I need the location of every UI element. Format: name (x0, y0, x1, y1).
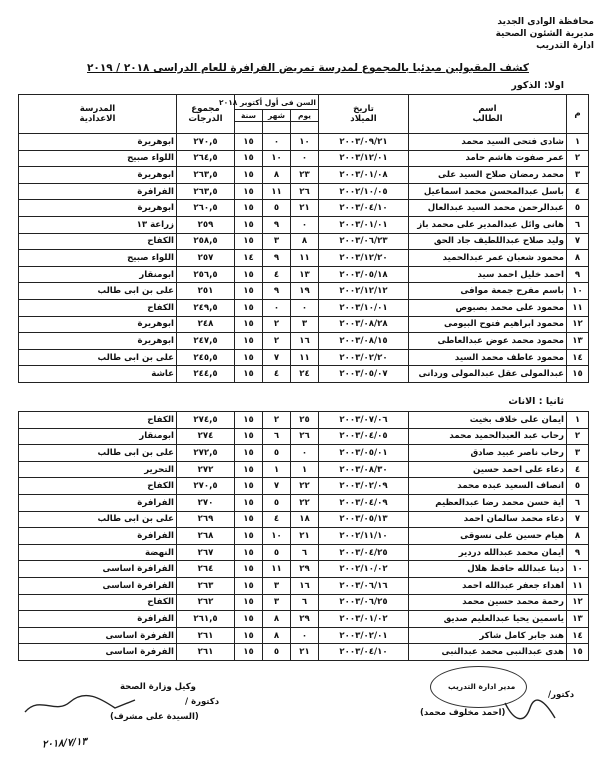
governorate-line: محافظة الوادى الجديد (497, 17, 594, 27)
birth-date: ٢٠٠٣/٠١/٠١ (319, 216, 409, 233)
table-row (19, 299, 589, 316)
age-days: ١٣ (291, 266, 319, 283)
student-name: عمر صفوت هاشم حامد (409, 150, 567, 167)
table-row (19, 283, 589, 300)
student-name: محمود عاطف محمد السيد (409, 349, 567, 366)
age-days: ٠ (291, 150, 319, 167)
age-days: ٢٥ (291, 412, 319, 429)
prep-school: الفرافرة (19, 611, 177, 628)
student-name: وليد صلاح عبداللطيف جاد الحق (409, 233, 567, 250)
row-number: ١ (567, 412, 589, 429)
total-score: ٢٦١ (177, 627, 235, 644)
birth-date: ٢٠٠٣/٠٦/١٦ (319, 577, 409, 594)
row-number: ١٤ (567, 349, 589, 366)
age-years: ١٥ (235, 544, 263, 561)
row-number: ٣ (567, 445, 589, 462)
birth-date: ٢٠٠٣/١٢/٢٠ (319, 250, 409, 267)
age-years: ١٥ (235, 445, 263, 462)
prep-school: ابوهريرة (19, 333, 177, 350)
prep-school: ابوهريرة (19, 167, 177, 184)
student-name: باسل عبدالمحسن محمد اسماعيل (409, 183, 567, 200)
prep-school: الفرفرة اساسى (19, 644, 177, 661)
student-name: ياسمين يحيا عبدالعليم صديق (409, 611, 567, 628)
left-signature-title: وكيل وزارة الصحة (120, 682, 196, 692)
student-name: ايمان محمد عبدالله دردير (409, 544, 567, 561)
age-days: ٢١ (291, 528, 319, 545)
age-months: ٣ (263, 594, 291, 611)
age-months: ١١ (263, 561, 291, 578)
prep-school: الكفاح (19, 299, 177, 316)
birth-date: ٢٠٠٣/٠٥/٠١ (319, 445, 409, 462)
age-months: ٥ (263, 200, 291, 217)
student-name: رحاب ناصر عبيد صادق (409, 445, 567, 462)
table-row (19, 233, 589, 250)
birth-date: ٢٠٠٣/١٠/٠١ (319, 299, 409, 316)
age-months: ٩ (263, 250, 291, 267)
prep-school: ابومنقار (19, 428, 177, 445)
age-years: ١٥ (235, 216, 263, 233)
birth-date: ٢٠٠٣/٠٤/١٠ (319, 644, 409, 661)
age-years: ١٥ (235, 200, 263, 217)
prep-school: الكفاح (19, 412, 177, 429)
table-row (19, 644, 589, 661)
total-score: ٢٧٢,٥ (177, 445, 235, 462)
total-score: ٢٦١,٥ (177, 611, 235, 628)
student-name: رحاب عبد العبدالحميد محمد (409, 428, 567, 445)
birth-date: ٢٠٠٣/٠٧/٠٦ (319, 412, 409, 429)
age-days: ٢١ (291, 644, 319, 661)
table-row (19, 627, 589, 644)
total-score: ٢٥٦,٥ (177, 266, 235, 283)
student-name: دعاء محمد سالمان احمد (409, 511, 567, 528)
section-females-label: ثانيا : الاناث (508, 396, 564, 407)
age-years: ١٥ (235, 333, 263, 350)
age-days: ٠ (291, 627, 319, 644)
student-name: عبدالمولى عقل عبدالمولى وردانى (409, 366, 567, 383)
age-months: ٥ (263, 644, 291, 661)
age-years: ١٥ (235, 511, 263, 528)
age-months: ٨ (263, 167, 291, 184)
student-name: محمود شعبان عمر عبدالحميد (409, 250, 567, 267)
row-number: ١٣ (567, 611, 589, 628)
age-months: ٧ (263, 478, 291, 495)
row-number: ٤ (567, 461, 589, 478)
section-males-label: اولا: الذكور (511, 80, 564, 91)
prep-school: النهضة (19, 544, 177, 561)
birth-date: ٢٠٠٣/٠٤/٠٥ (319, 428, 409, 445)
prep-school: على بن ابى طالب (19, 349, 177, 366)
birth-date: ٢٠٠٣/١٢/٠١ (319, 150, 409, 167)
row-number: ٣ (567, 167, 589, 184)
total-score: ٢٤٧,٥ (177, 333, 235, 350)
total-score: ٢٧٠,٥ (177, 478, 235, 495)
total-score: ٢٦٤ (177, 561, 235, 578)
row-number: ١ (567, 134, 589, 151)
age-months: ٥ (263, 494, 291, 511)
age-years: ١٥ (235, 150, 263, 167)
student-name: محمد رمضان صلاح السيد على (409, 167, 567, 184)
birth-date: ٢٠٠٣/٠١/٠٨ (319, 167, 409, 184)
age-days: ٠ (291, 216, 319, 233)
age-years: ١٥ (235, 316, 263, 333)
total-score: ٢٥٧ (177, 250, 235, 267)
table-row (19, 316, 589, 333)
row-number: ١٥ (567, 366, 589, 383)
age-months: ٠ (263, 299, 291, 316)
row-number: ٩ (567, 266, 589, 283)
left-signature-name: (السيدة على مشرف) (110, 712, 199, 722)
age-years: ١٥ (235, 627, 263, 644)
student-name: دعاء على احمد حسين (409, 461, 567, 478)
birth-date: ٢٠٠٣/٠٨/١٥ (319, 333, 409, 350)
row-number: ٤ (567, 183, 589, 200)
age-years: ١٥ (235, 283, 263, 300)
prep-school: ابوهريرة (19, 200, 177, 217)
birth-date: ٢٠٠٣/٠٨/٢٨ (319, 316, 409, 333)
student-name: دينا عبدالله حافظ هلال (409, 561, 567, 578)
males-table (18, 94, 589, 383)
birth-date: ٢٠٠٢/١٠/٠٢ (319, 561, 409, 578)
age-days: ٣ (291, 316, 319, 333)
prep-school: الكفاح (19, 594, 177, 611)
total-score: ٢٤٨ (177, 316, 235, 333)
age-months: ٥ (263, 544, 291, 561)
table-row (19, 561, 589, 578)
header-block (496, 16, 594, 52)
total-score: ٢٦٧ (177, 544, 235, 561)
table-row (19, 200, 589, 217)
row-number: ١٢ (567, 594, 589, 611)
age-years: ١٥ (235, 594, 263, 611)
age-years: ١٥ (235, 428, 263, 445)
age-years: ١٥ (235, 478, 263, 495)
row-number: ١٢ (567, 316, 589, 333)
age-months: ٤ (263, 366, 291, 383)
birth-date: ٢٠٠٣/٠٥/١٨ (319, 266, 409, 283)
birth-date: ٢٠٠٣/٠٢/٢٠ (319, 349, 409, 366)
table-row (19, 349, 589, 366)
table-row (19, 183, 589, 200)
student-name: محمود على محمد بصبوص (409, 299, 567, 316)
prep-school: على بن ابى طالب (19, 511, 177, 528)
birth-date: ٢٠٠٣/٠٩/٢١ (319, 134, 409, 151)
col-header-number: م (567, 95, 589, 134)
age-days: ٢٩ (291, 611, 319, 628)
age-months: ٦ (263, 428, 291, 445)
age-years: ١٤ (235, 250, 263, 267)
table-row (19, 167, 589, 184)
total-score: ٢٦٤,٥ (177, 150, 235, 167)
col-header-school: المدرسة الاعدادية (19, 95, 177, 134)
age-days: ١ (291, 461, 319, 478)
student-name: هند جابر كامل شاكر (409, 627, 567, 644)
birth-date: ٢٠٠٣/٠١/٠٢ (319, 611, 409, 628)
age-years: ١٥ (235, 644, 263, 661)
prep-school: الفرفرة اساسى (19, 627, 177, 644)
prep-school: ابوهريرة (19, 316, 177, 333)
student-name: انصاف السعيد عبده محمد (409, 478, 567, 495)
table-row (19, 544, 589, 561)
females-table (18, 411, 589, 661)
prep-school: الفرافرة اساسى (19, 561, 177, 578)
prep-school: الفرافرة (19, 494, 177, 511)
col-header-dob: تاريخ الميلاد (319, 95, 409, 134)
student-name: اهداء جعفر عبدالله احمد (409, 577, 567, 594)
age-years: ١٥ (235, 233, 263, 250)
age-years: ١٥ (235, 494, 263, 511)
age-months: ٠ (263, 134, 291, 151)
age-years: ١٥ (235, 266, 263, 283)
age-days: ٨ (291, 233, 319, 250)
table-row (19, 250, 589, 267)
handwritten-signature-left (20, 690, 140, 720)
table-row (19, 445, 589, 462)
prep-school: على بن ابى طالب (19, 283, 177, 300)
table-row (19, 577, 589, 594)
prep-school: زراعة ١٣ (19, 216, 177, 233)
age-months: ١١ (263, 183, 291, 200)
row-number: ١١ (567, 577, 589, 594)
total-score: ٢٦١ (177, 644, 235, 661)
age-days: ٠ (291, 445, 319, 462)
prep-school: التحرير (19, 461, 177, 478)
row-number: ٢ (567, 150, 589, 167)
table-row (19, 594, 589, 611)
age-years: ١٥ (235, 561, 263, 578)
age-months: ٤ (263, 266, 291, 283)
row-number: ١٠ (567, 561, 589, 578)
table-row (19, 216, 589, 233)
age-days: ٦ (291, 544, 319, 561)
age-months: ٨ (263, 627, 291, 644)
student-name: هانى وائل عبدالمدير على محمد باز (409, 216, 567, 233)
directorate-line: مديرية الشئون الصحية (495, 29, 594, 39)
row-number: ٥ (567, 478, 589, 495)
student-name: محمود محمد عوض عبدالعاطى (409, 333, 567, 350)
total-score: ٢٦٠,٥ (177, 200, 235, 217)
age-days: ٢٩ (291, 561, 319, 578)
col-header-age: السن فى أول أكتوبر ٢٠١٨ (235, 95, 319, 110)
age-days: ٦ (291, 594, 319, 611)
birth-date: ٢٠٠٣/٠٦/٢٥ (319, 594, 409, 611)
row-number: ٧ (567, 233, 589, 250)
age-days: ٢٦ (291, 428, 319, 445)
age-years: ١٥ (235, 528, 263, 545)
age-years: ١٥ (235, 183, 263, 200)
stamp-text: مدير ادارة التدريب (448, 682, 516, 691)
student-name: احمد خليل احمد سيد (409, 266, 567, 283)
age-months: ٣ (263, 577, 291, 594)
table-row (19, 134, 589, 151)
col-header-day: يوم (291, 110, 319, 122)
age-days: ٢٦ (291, 183, 319, 200)
birth-date: ٢٠٠٣/٠٤/٢٥ (319, 544, 409, 561)
age-years: ١٥ (235, 299, 263, 316)
table-row (19, 511, 589, 528)
birth-date: ٢٠٠٢/١٠/٠٥ (319, 183, 409, 200)
birth-date: ٢٠٠٢/١٢/١٢ (319, 283, 409, 300)
student-name: ايمان على خلاف بخيت (409, 412, 567, 429)
age-months: ٢ (263, 333, 291, 350)
prep-school: الفرافرة اساسى (19, 577, 177, 594)
row-number: ٥ (567, 200, 589, 217)
student-name: اية حسن محمد رضا عبدالعظيم (409, 494, 567, 511)
table-row (19, 333, 589, 350)
prep-school: ابومنقار (19, 266, 177, 283)
prep-school: اللواء صبيح (19, 150, 177, 167)
birth-date: ٢٠٠٣/٠٥/٠٧ (319, 366, 409, 383)
birth-date: ٢٠٠٣/٠٢/٠٩ (319, 478, 409, 495)
right-signature-name: (احمد مخلوف محمد) (420, 708, 506, 718)
age-months: ١٠ (263, 528, 291, 545)
age-days: ٢٢ (291, 478, 319, 495)
row-number: ٢ (567, 428, 589, 445)
age-years: ١٥ (235, 412, 263, 429)
table-row (19, 366, 589, 383)
age-years: ١٥ (235, 461, 263, 478)
table-row (19, 494, 589, 511)
student-name: عبدالرحمن محمد السيد عبدالعال (409, 200, 567, 217)
prep-school: اللواء صبيح (19, 250, 177, 267)
student-name: رحمة محمد حسين محمد (409, 594, 567, 611)
total-score: ٢٦٢ (177, 594, 235, 611)
age-years: ١٥ (235, 167, 263, 184)
row-number: ١١ (567, 299, 589, 316)
total-score: ٢٦٩ (177, 511, 235, 528)
row-number: ١٣ (567, 333, 589, 350)
age-months: ٩ (263, 283, 291, 300)
birth-date: ٢٠٠٣/٠٤/١٠ (319, 200, 409, 217)
age-days: ١١ (291, 250, 319, 267)
age-days: ٢٣ (291, 167, 319, 184)
prep-school: عاشة (19, 366, 177, 383)
total-score: ٢٧٠ (177, 494, 235, 511)
age-months: ٣ (263, 233, 291, 250)
age-days: ٢٢ (291, 494, 319, 511)
birth-date: ٢٠٠٣/٠٦/٢٣ (319, 233, 409, 250)
prep-school: الكفاح (19, 478, 177, 495)
col-header-month: شهر (263, 110, 291, 122)
table-row (19, 478, 589, 495)
row-number: ٨ (567, 528, 589, 545)
birth-date: ٢٠٠٣/٠٤/٠٩ (319, 494, 409, 511)
total-score: ٢٧٠,٥ (177, 134, 235, 151)
age-days: ١٩ (291, 283, 319, 300)
table-row (19, 428, 589, 445)
prep-school: على بن ابى طالب (19, 445, 177, 462)
age-years: ١٥ (235, 349, 263, 366)
student-name: هيام حسين على نسوقى (409, 528, 567, 545)
age-months: ٩ (263, 216, 291, 233)
age-days: ١١ (291, 349, 319, 366)
total-score: ٢٥١ (177, 283, 235, 300)
table-row (19, 412, 589, 429)
page-title: كشف المقبولين مبدئيا بالمجموع لمدرسة تمريض الفرافرة للعام الدراسى ٢٠١٨ / ٢٠١٩ (87, 62, 529, 74)
age-years: ١٥ (235, 577, 263, 594)
student-name: محمود ابراهيم فتوح البيومى (409, 316, 567, 333)
row-number: ٦ (567, 216, 589, 233)
total-score: ٢٤٤,٥ (177, 366, 235, 383)
row-number: ٦ (567, 494, 589, 511)
age-months: ١ (263, 461, 291, 478)
student-name: هدى عبدالنبى محمد عبدالنبى (409, 644, 567, 661)
birth-date: ٢٠٠٢/١١/١٠ (319, 528, 409, 545)
col-header-total: مجموع الدرجات (177, 95, 235, 134)
col-header-year: سنة (235, 110, 263, 122)
handwritten-date: ٢٠١٨/٧/١٣ (41, 736, 88, 751)
prep-school: ابوهريرة (19, 134, 177, 151)
table-row (19, 266, 589, 283)
age-years: ١٥ (235, 611, 263, 628)
table-row (19, 528, 589, 545)
total-score: ٢٦٣ (177, 577, 235, 594)
total-score: ٢٤٥,٥ (177, 349, 235, 366)
age-months: ٥ (263, 445, 291, 462)
total-score: ٢٥٨,٥ (177, 233, 235, 250)
age-years: ١٥ (235, 366, 263, 383)
table-row (19, 150, 589, 167)
row-number: ١٠ (567, 283, 589, 300)
age-months: ٤ (263, 511, 291, 528)
handwritten-signature-right (500, 698, 560, 726)
birth-date: ٢٠٠٣/٠٥/١٣ (319, 511, 409, 528)
age-years: ١٥ (235, 134, 263, 151)
age-days: ١٦ (291, 333, 319, 350)
total-score: ٢٦٣,٥ (177, 167, 235, 184)
student-name: شادى فتحى السيد محمد (409, 134, 567, 151)
age-days: ٢١ (291, 200, 319, 217)
age-months: ١٠ (263, 150, 291, 167)
table-row (19, 461, 589, 478)
age-days: ٠ (291, 299, 319, 316)
birth-date: ٢٠٠٣/٠٢/٠١ (319, 627, 409, 644)
total-score: ٢٤٩,٥ (177, 299, 235, 316)
total-score: ٢٦٨ (177, 528, 235, 545)
row-number: ١٥ (567, 644, 589, 661)
col-header-name: اسم الطالب (409, 95, 567, 134)
row-number: ١٤ (567, 627, 589, 644)
left-signature-doctor: دكتورة / (185, 697, 220, 707)
age-days: ١٦ (291, 577, 319, 594)
total-score: ٢٥٩ (177, 216, 235, 233)
age-months: ٢ (263, 316, 291, 333)
student-name: باسم مفرح جمعة موافى (409, 283, 567, 300)
age-months: ٢ (263, 412, 291, 429)
total-score: ٢٧٤ (177, 428, 235, 445)
total-score: ٢٦٣,٥ (177, 183, 235, 200)
age-months: ٧ (263, 349, 291, 366)
prep-school: الفرافرة (19, 183, 177, 200)
row-number: ٧ (567, 511, 589, 528)
row-number: ٩ (567, 544, 589, 561)
department-line: ادارة التدريب (536, 41, 594, 51)
prep-school: الكفاح (19, 233, 177, 250)
table-row (19, 611, 589, 628)
prep-school: الفرافرة (19, 528, 177, 545)
birth-date: ٢٠٠٣/٠٨/٣٠ (319, 461, 409, 478)
right-signature-doctor: دكتور/ (548, 690, 575, 700)
age-months: ٨ (263, 611, 291, 628)
age-days: ٢٤ (291, 366, 319, 383)
row-number: ٨ (567, 250, 589, 267)
total-score: ٢٧٤,٥ (177, 412, 235, 429)
age-days: ١٨ (291, 511, 319, 528)
age-days: ١٠ (291, 134, 319, 151)
total-score: ٢٧٢ (177, 461, 235, 478)
